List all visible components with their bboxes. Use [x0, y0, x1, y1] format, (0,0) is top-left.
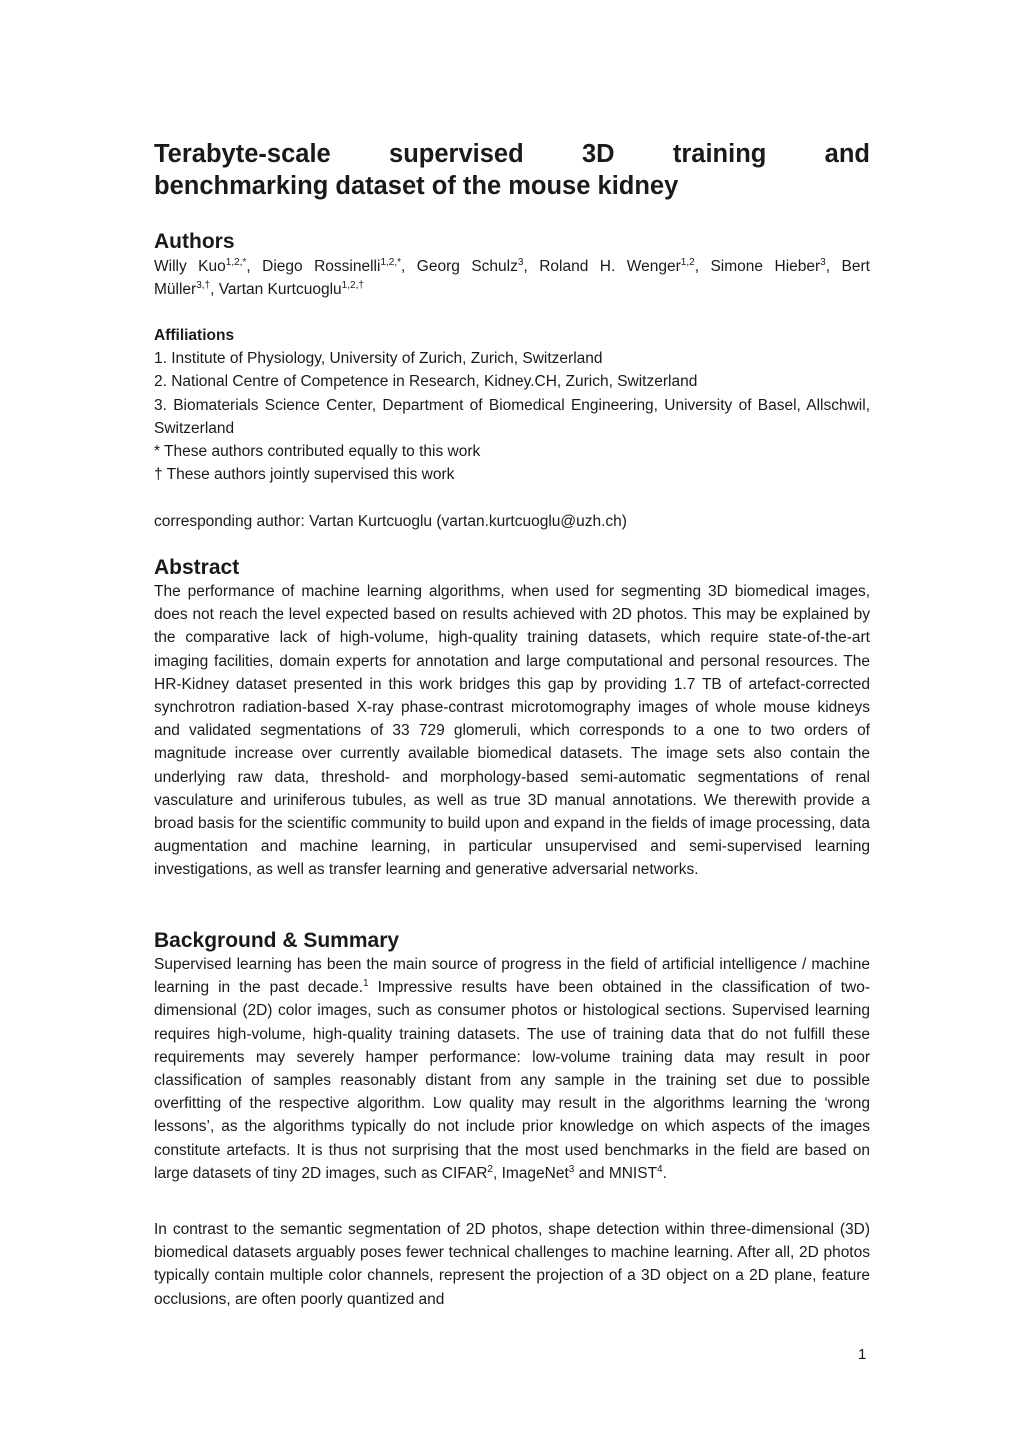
- background-paragraph-2: In contrast to the semantic segmentation of 2D photos, shape detection within three-dimensional (3D) biomedical datasets arguably poses fewer technical challenges to machine learning. After all, 2D photos typically contain multiple color channels, represent the projection of a 3D object on a 2D plane, feature occlusions, are often poorly quantized and: [154, 1221, 870, 1308]
- abstract-text: The performance of machine learning algorithms, when used for segmenting 3D biomedical images, does not reach the level expected based on results achieved with 2D photos. This may be explained by the comparative lack of high-volume, high-quality training datasets, which require state-of-the-art imaging facilities, domain experts for annotation and large computational and personal resources. The HR-Kidney dataset presented in this work bridges this gap by providing 1.7 TB of artefact-corrected synchrotron radiation-based X-ray phase-contrast microtomography images of whole mouse kidneys and validated segmentations of 33 729 glomeruli, which corresponds to a one to two orders of magnitude increase over currently available biomedical datasets. The image sets also contain the underlying raw data, threshold- and morphology-based semi-automatic segmentations of renal vasculature and uriniferous tubules, as well as true 3D manual annotations. We therewith provide a broad basis for the scientific community to build upon and expand in the fields of image processing, data augmentation and machine learning, in particular unsupervised and semi-supervised learning investigations, as well as transfer learning and generative adversarial networks.: [154, 583, 870, 879]
- author-name: Vartan Kurtcuoglu: [218, 281, 342, 299]
- background-paragraph-1: [154, 953, 870, 1185]
- author-affiliation: 1,2,†: [341, 280, 364, 292]
- affiliation-note: * These authors contributed equally to this work: [154, 443, 481, 461]
- affiliation-item: 1. Institute of Physiology, University of Zurich, Zurich, Switzerland: [154, 350, 603, 368]
- author-name: Simone Hieber: [710, 258, 821, 275]
- author-affiliation: 1,2,*: [225, 257, 247, 268]
- affiliation-item: 2. National Centre of Competence in Research, Kidney.CH, Zurich, Switzerland: [154, 373, 698, 391]
- author-affiliation: 3: [820, 257, 826, 268]
- paragraph-text: , ImageNet: [492, 1164, 569, 1182]
- paper-title: [154, 138, 870, 202]
- title-line-2: benchmarking dataset of the mouse kidney: [154, 172, 679, 200]
- author-list: [154, 255, 870, 301]
- citation-ref[interactable]: 4: [657, 1163, 663, 1175]
- author-affiliation: 3: [517, 257, 524, 268]
- author-affiliation: 1,2,*: [380, 257, 402, 268]
- affiliation-note: † These authors jointly supervised this work: [154, 466, 455, 484]
- author-line-2: Müller$^{3,\dagger}$, Vartan Kurtcuoglu$^{1,2,\dagger}$: [154, 280, 364, 299]
- abstract-heading: Abstract: [154, 556, 240, 579]
- citation-ref[interactable]: 1: [363, 978, 369, 990]
- affiliation-item: 3. Biomaterials Science Center, Department of Biomedical Engineering, University of Basel, Allschwil, Switzerland: [154, 396, 870, 437]
- paragraph-text: .: [662, 1164, 667, 1182]
- author-affiliation: 1,2: [680, 257, 695, 268]
- citation-ref[interactable]: 2: [487, 1163, 493, 1175]
- title-line-1: Terabyte-scale supervised 3D training and: [154, 140, 870, 168]
- author-name: Willy Kuo: [154, 258, 226, 275]
- affiliations-heading: Affiliations: [154, 327, 235, 344]
- author-line-1: Willy Kuo$^{1,2,*}$, Diego Rossinelli$^{1,2,*}$, Georg Schulz$^3$, Roland H. Wenger$^{1,2}$, Simone Hieber$^3$, Bert: [154, 257, 870, 275]
- author-name: Diego Rossinelli: [262, 258, 381, 275]
- citation-ref[interactable]: 3: [568, 1163, 575, 1175]
- author-name: Georg Schulz: [416, 258, 518, 275]
- paragraph-text: Impressive results have been obtained in the classification of two-dimensional (2D) color images, such as consumer photos or histological sections. Supervised learning requires high-volume, high-quality training datasets. The use of training data that do not fulfill these requirements may severely hamper performance: low-volume training data may result in poor classification of samples reasonably distant from any sample in the training set due to possible overfitting of the respective algorithm. Low quality may result in the algorithms learning the ‘wrong lessons’, as the algorithms typically do not include prior knowledge on which aspects of the images constitute artefacts. It is thus not surprising that the most used benchmarks in the field are based on large datasets of tiny 2D images, such as CIFAR: [154, 979, 870, 1182]
- author-name: Roland H. Wenger: [539, 258, 681, 275]
- paragraph-text: and MNIST: [574, 1164, 658, 1182]
- page-number: 1: [858, 1346, 867, 1363]
- paragraph-text: Supervised learning has been the main source of progress in the field of artificial intelligence / machine learning in the past decade.: [154, 956, 870, 997]
- background-heading: Background & Summary: [154, 929, 400, 952]
- corresponding-author: corresponding author: Vartan Kurtcuoglu (vartan.kurtcuoglu@uzh.ch): [154, 512, 627, 530]
- authors-heading: Authors: [154, 230, 235, 253]
- affiliations-block: [154, 324, 870, 533]
- author-affiliation: 3,†: [196, 280, 211, 292]
